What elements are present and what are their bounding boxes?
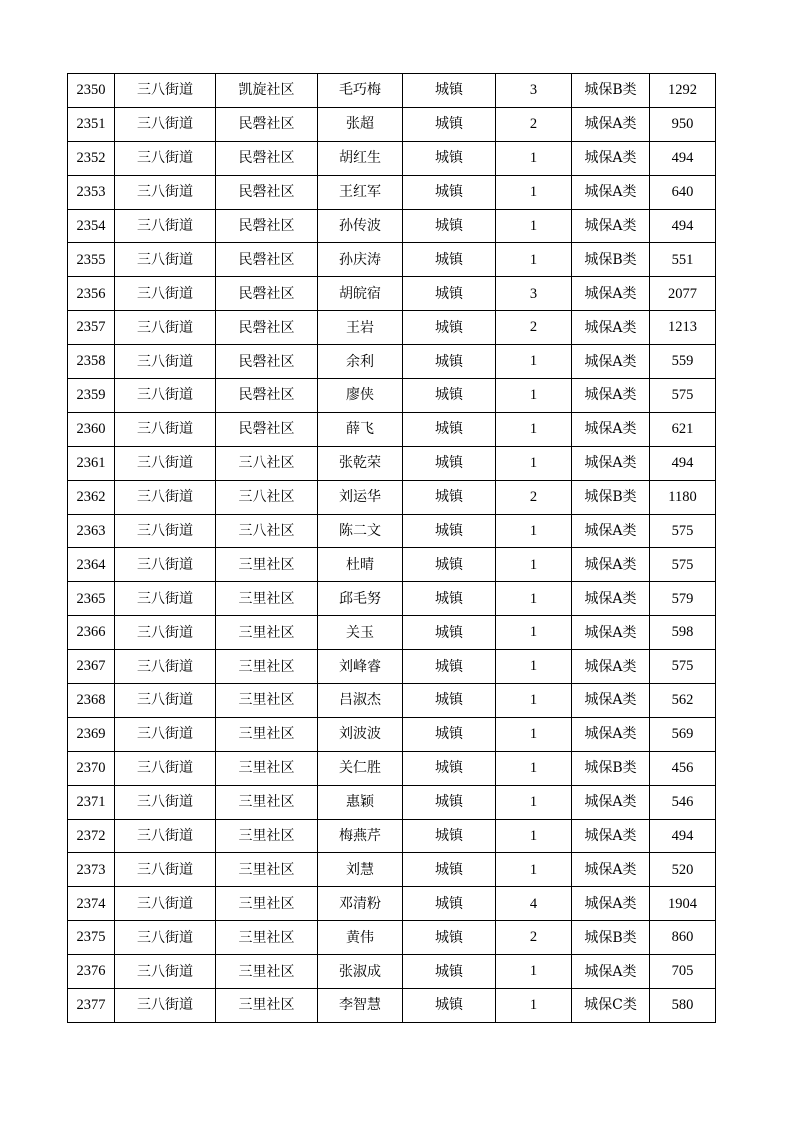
community-cell: 三里社区 (216, 684, 318, 718)
street-cell: 三八街道 (115, 446, 216, 480)
street-cell: 三八街道 (115, 412, 216, 446)
area-type-cell: 城镇 (403, 345, 496, 379)
area-type-cell: 城镇 (403, 853, 496, 887)
amount-cell: 860 (650, 921, 716, 955)
table-row (68, 277, 716, 311)
street-cell: 三八街道 (115, 379, 216, 413)
person-name-cell: 邱毛努 (318, 582, 403, 616)
area-type-cell: 城镇 (403, 989, 496, 1023)
category-cell: 城保A类 (572, 446, 650, 480)
row-number-cell: 2374 (68, 887, 115, 921)
category-cell: 城保A类 (572, 209, 650, 243)
area-type-cell: 城镇 (403, 446, 496, 480)
community-cell: 三里社区 (216, 650, 318, 684)
community-cell: 三里社区 (216, 853, 318, 887)
row-number-cell: 2358 (68, 345, 115, 379)
street-cell: 三八街道 (115, 277, 216, 311)
category-cell: 城保A类 (572, 379, 650, 413)
street-cell: 三八街道 (115, 107, 216, 141)
person-name-cell: 余利 (318, 345, 403, 379)
street-cell: 三八街道 (115, 819, 216, 853)
person-name-cell: 胡皖宿 (318, 277, 403, 311)
person-name-cell: 王红军 (318, 175, 403, 209)
category-cell: 城保A类 (572, 345, 650, 379)
roster-body (68, 74, 716, 1023)
row-number-cell: 2375 (68, 921, 115, 955)
community-cell: 三八社区 (216, 514, 318, 548)
row-number-cell: 2357 (68, 311, 115, 345)
table-row (68, 989, 716, 1023)
area-type-cell: 城镇 (403, 74, 496, 108)
amount-cell: 950 (650, 107, 716, 141)
household-count-cell: 1 (496, 209, 572, 243)
amount-cell: 569 (650, 717, 716, 751)
category-cell: 城保C类 (572, 989, 650, 1023)
amount-cell: 1904 (650, 887, 716, 921)
street-cell: 三八街道 (115, 887, 216, 921)
person-name-cell: 杜晴 (318, 548, 403, 582)
street-cell: 三八街道 (115, 921, 216, 955)
category-cell: 城保A类 (572, 175, 650, 209)
person-name-cell: 张淑成 (318, 955, 403, 989)
person-name-cell: 王岩 (318, 311, 403, 345)
amount-cell: 2077 (650, 277, 716, 311)
community-cell: 民磬社区 (216, 209, 318, 243)
row-number-cell: 2369 (68, 717, 115, 751)
table-row (68, 887, 716, 921)
household-count-cell: 1 (496, 989, 572, 1023)
category-cell: 城保A类 (572, 582, 650, 616)
table-row (68, 514, 716, 548)
amount-cell: 1292 (650, 74, 716, 108)
street-cell: 三八街道 (115, 209, 216, 243)
area-type-cell: 城镇 (403, 819, 496, 853)
amount-cell: 562 (650, 684, 716, 718)
category-cell: 城保B类 (572, 480, 650, 514)
table-row (68, 921, 716, 955)
amount-cell: 580 (650, 989, 716, 1023)
person-name-cell: 胡红生 (318, 141, 403, 175)
area-type-cell: 城镇 (403, 751, 496, 785)
amount-cell: 520 (650, 853, 716, 887)
community-cell: 三里社区 (216, 751, 318, 785)
category-cell: 城保B类 (572, 921, 650, 955)
amount-cell: 494 (650, 141, 716, 175)
category-cell: 城保A类 (572, 887, 650, 921)
community-cell: 民磬社区 (216, 345, 318, 379)
household-count-cell: 1 (496, 853, 572, 887)
table-row (68, 141, 716, 175)
row-number-cell: 2352 (68, 141, 115, 175)
household-count-cell: 1 (496, 548, 572, 582)
table-row (68, 582, 716, 616)
amount-cell: 575 (650, 379, 716, 413)
community-cell: 三里社区 (216, 582, 318, 616)
household-count-cell: 1 (496, 514, 572, 548)
household-count-cell: 1 (496, 650, 572, 684)
area-type-cell: 城镇 (403, 921, 496, 955)
row-number-cell: 2364 (68, 548, 115, 582)
category-cell: 城保A类 (572, 616, 650, 650)
row-number-cell: 2353 (68, 175, 115, 209)
row-number-cell: 2360 (68, 412, 115, 446)
row-number-cell: 2362 (68, 480, 115, 514)
person-name-cell: 毛巧梅 (318, 74, 403, 108)
person-name-cell: 孙传波 (318, 209, 403, 243)
table-row (68, 209, 716, 243)
household-count-cell: 1 (496, 175, 572, 209)
row-number-cell: 2354 (68, 209, 115, 243)
amount-cell: 705 (650, 955, 716, 989)
amount-cell: 1180 (650, 480, 716, 514)
category-cell: 城保A类 (572, 277, 650, 311)
street-cell: 三八街道 (115, 175, 216, 209)
street-cell: 三八街道 (115, 989, 216, 1023)
table-row (68, 819, 716, 853)
category-cell: 城保A类 (572, 412, 650, 446)
table-row (68, 650, 716, 684)
amount-cell: 575 (650, 514, 716, 548)
area-type-cell: 城镇 (403, 243, 496, 277)
person-name-cell: 刘运华 (318, 480, 403, 514)
row-number-cell: 2361 (68, 446, 115, 480)
street-cell: 三八街道 (115, 480, 216, 514)
area-type-cell: 城镇 (403, 175, 496, 209)
area-type-cell: 城镇 (403, 887, 496, 921)
area-type-cell: 城镇 (403, 107, 496, 141)
community-cell: 三里社区 (216, 819, 318, 853)
table-row (68, 616, 716, 650)
amount-cell: 621 (650, 412, 716, 446)
row-number-cell: 2370 (68, 751, 115, 785)
category-cell: 城保A类 (572, 548, 650, 582)
area-type-cell: 城镇 (403, 684, 496, 718)
amount-cell: 640 (650, 175, 716, 209)
row-number-cell: 2377 (68, 989, 115, 1023)
table-row (68, 175, 716, 209)
row-number-cell: 2371 (68, 785, 115, 819)
row-number-cell: 2376 (68, 955, 115, 989)
table-row (68, 480, 716, 514)
street-cell: 三八街道 (115, 514, 216, 548)
table-row (68, 243, 716, 277)
person-name-cell: 张乾荣 (318, 446, 403, 480)
household-count-cell: 3 (496, 277, 572, 311)
category-cell: 城保A类 (572, 717, 650, 751)
household-count-cell: 1 (496, 955, 572, 989)
household-count-cell: 1 (496, 345, 572, 379)
community-cell: 三里社区 (216, 955, 318, 989)
relief-roster-table (67, 73, 716, 1023)
area-type-cell: 城镇 (403, 717, 496, 751)
category-cell: 城保A类 (572, 853, 650, 887)
area-type-cell: 城镇 (403, 548, 496, 582)
person-name-cell: 梅燕芹 (318, 819, 403, 853)
household-count-cell: 1 (496, 751, 572, 785)
table-row (68, 107, 716, 141)
category-cell: 城保A类 (572, 684, 650, 718)
household-count-cell: 2 (496, 311, 572, 345)
table-row (68, 379, 716, 413)
person-name-cell: 关仁胜 (318, 751, 403, 785)
amount-cell: 494 (650, 819, 716, 853)
table-row (68, 717, 716, 751)
street-cell: 三八街道 (115, 311, 216, 345)
area-type-cell: 城镇 (403, 209, 496, 243)
person-name-cell: 刘波波 (318, 717, 403, 751)
row-number-cell: 2372 (68, 819, 115, 853)
community-cell: 三里社区 (216, 785, 318, 819)
community-cell: 民磬社区 (216, 379, 318, 413)
household-count-cell: 1 (496, 412, 572, 446)
person-name-cell: 邓清粉 (318, 887, 403, 921)
area-type-cell: 城镇 (403, 514, 496, 548)
street-cell: 三八街道 (115, 785, 216, 819)
household-count-cell: 1 (496, 446, 572, 480)
table-row (68, 853, 716, 887)
community-cell: 三里社区 (216, 616, 318, 650)
area-type-cell: 城镇 (403, 311, 496, 345)
street-cell: 三八街道 (115, 853, 216, 887)
area-type-cell: 城镇 (403, 650, 496, 684)
area-type-cell: 城镇 (403, 582, 496, 616)
person-name-cell: 薛飞 (318, 412, 403, 446)
category-cell: 城保A类 (572, 514, 650, 548)
street-cell: 三八街道 (115, 141, 216, 175)
community-cell: 三八社区 (216, 480, 318, 514)
amount-cell: 579 (650, 582, 716, 616)
street-cell: 三八街道 (115, 955, 216, 989)
amount-cell: 494 (650, 209, 716, 243)
category-cell: 城保A类 (572, 311, 650, 345)
household-count-cell: 1 (496, 684, 572, 718)
person-name-cell: 刘慧 (318, 853, 403, 887)
category-cell: 城保A类 (572, 819, 650, 853)
street-cell: 三八街道 (115, 684, 216, 718)
person-name-cell: 刘峰睿 (318, 650, 403, 684)
area-type-cell: 城镇 (403, 955, 496, 989)
category-cell: 城保A类 (572, 650, 650, 684)
community-cell: 民磬社区 (216, 277, 318, 311)
household-count-cell: 1 (496, 141, 572, 175)
street-cell: 三八街道 (115, 74, 216, 108)
table-row (68, 345, 716, 379)
household-count-cell: 1 (496, 379, 572, 413)
household-count-cell: 3 (496, 74, 572, 108)
area-type-cell: 城镇 (403, 277, 496, 311)
community-cell: 民磬社区 (216, 243, 318, 277)
category-cell: 城保A类 (572, 141, 650, 175)
area-type-cell: 城镇 (403, 785, 496, 819)
table-row (68, 785, 716, 819)
community-cell: 民磬社区 (216, 412, 318, 446)
category-cell: 城保A类 (572, 785, 650, 819)
row-number-cell: 2365 (68, 582, 115, 616)
amount-cell: 551 (650, 243, 716, 277)
table-row (68, 955, 716, 989)
household-count-cell: 2 (496, 480, 572, 514)
person-name-cell: 惠颖 (318, 785, 403, 819)
community-cell: 三里社区 (216, 717, 318, 751)
street-cell: 三八街道 (115, 345, 216, 379)
street-cell: 三八街道 (115, 751, 216, 785)
category-cell: 城保A类 (572, 107, 650, 141)
table-row (68, 311, 716, 345)
amount-cell: 559 (650, 345, 716, 379)
community-cell: 民磬社区 (216, 141, 318, 175)
street-cell: 三八街道 (115, 548, 216, 582)
community-cell: 民磬社区 (216, 175, 318, 209)
household-count-cell: 4 (496, 887, 572, 921)
household-count-cell: 1 (496, 616, 572, 650)
row-number-cell: 2363 (68, 514, 115, 548)
row-number-cell: 2359 (68, 379, 115, 413)
community-cell: 民磬社区 (216, 311, 318, 345)
amount-cell: 575 (650, 548, 716, 582)
person-name-cell: 张超 (318, 107, 403, 141)
category-cell: 城保B类 (572, 243, 650, 277)
community-cell: 三里社区 (216, 548, 318, 582)
community-cell: 三八社区 (216, 446, 318, 480)
row-number-cell: 2355 (68, 243, 115, 277)
street-cell: 三八街道 (115, 582, 216, 616)
row-number-cell: 2350 (68, 74, 115, 108)
table-row (68, 446, 716, 480)
table-row (68, 751, 716, 785)
person-name-cell: 黄伟 (318, 921, 403, 955)
street-cell: 三八街道 (115, 650, 216, 684)
row-number-cell: 2351 (68, 107, 115, 141)
amount-cell: 575 (650, 650, 716, 684)
area-type-cell: 城镇 (403, 412, 496, 446)
community-cell: 民磬社区 (216, 107, 318, 141)
community-cell: 三里社区 (216, 989, 318, 1023)
amount-cell: 546 (650, 785, 716, 819)
household-count-cell: 2 (496, 921, 572, 955)
street-cell: 三八街道 (115, 717, 216, 751)
street-cell: 三八街道 (115, 243, 216, 277)
row-number-cell: 2373 (68, 853, 115, 887)
category-cell: 城保A类 (572, 955, 650, 989)
person-name-cell: 陈二文 (318, 514, 403, 548)
row-number-cell: 2368 (68, 684, 115, 718)
table-row (68, 74, 716, 108)
category-cell: 城保B类 (572, 74, 650, 108)
household-count-cell: 2 (496, 107, 572, 141)
community-cell: 三里社区 (216, 887, 318, 921)
amount-cell: 494 (650, 446, 716, 480)
table-row (68, 548, 716, 582)
row-number-cell: 2367 (68, 650, 115, 684)
person-name-cell: 李智慧 (318, 989, 403, 1023)
category-cell: 城保B类 (572, 751, 650, 785)
household-count-cell: 1 (496, 582, 572, 616)
area-type-cell: 城镇 (403, 616, 496, 650)
person-name-cell: 吕淑杰 (318, 684, 403, 718)
table-row (68, 684, 716, 718)
amount-cell: 1213 (650, 311, 716, 345)
area-type-cell: 城镇 (403, 141, 496, 175)
person-name-cell: 孙庆涛 (318, 243, 403, 277)
area-type-cell: 城镇 (403, 379, 496, 413)
household-count-cell: 1 (496, 819, 572, 853)
household-count-cell: 1 (496, 785, 572, 819)
street-cell: 三八街道 (115, 616, 216, 650)
area-type-cell: 城镇 (403, 480, 496, 514)
person-name-cell: 关玉 (318, 616, 403, 650)
community-cell: 凯旋社区 (216, 74, 318, 108)
household-count-cell: 1 (496, 243, 572, 277)
row-number-cell: 2366 (68, 616, 115, 650)
amount-cell: 598 (650, 616, 716, 650)
amount-cell: 456 (650, 751, 716, 785)
person-name-cell: 廖侠 (318, 379, 403, 413)
household-count-cell: 1 (496, 717, 572, 751)
table-row (68, 412, 716, 446)
community-cell: 三里社区 (216, 921, 318, 955)
row-number-cell: 2356 (68, 277, 115, 311)
